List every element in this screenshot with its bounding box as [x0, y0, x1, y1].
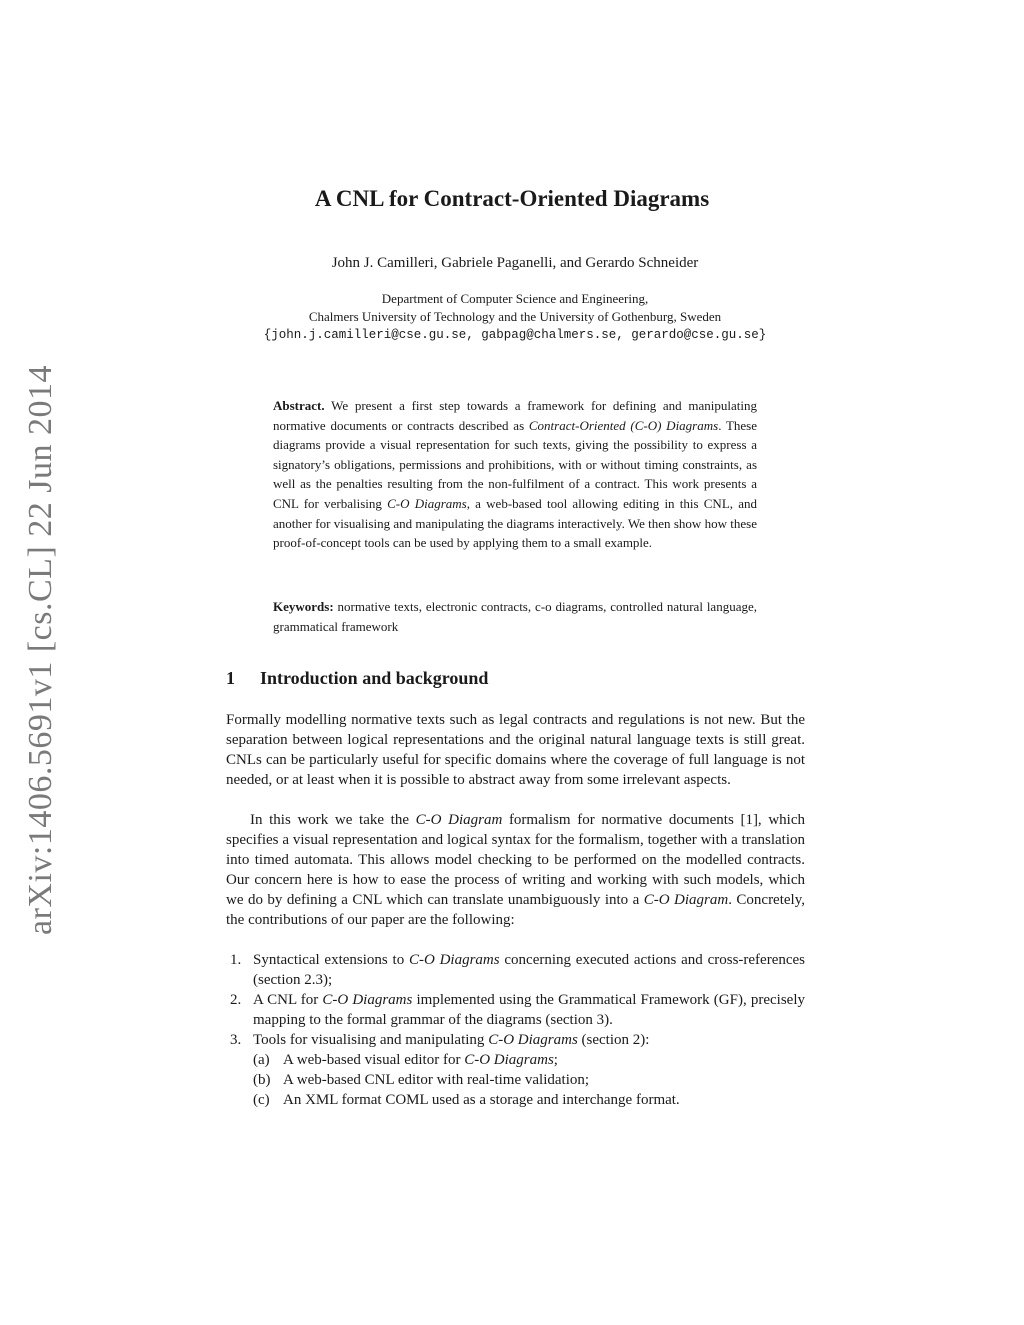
paragraph-2-text-b: formalism for normative documents [1], which specifies a visual representation and logical syntax for the formalism, together with a translation into timed automata. This allows model checking to be performed on the modelled contracts. Our concern here is how to ease the process of writing and working with such models, which we do by defining a CNL which can translate unambiguously into a [226, 812, 805, 908]
list-item-emphasis: C-O Diagrams [322, 992, 413, 1008]
abstract-text-2: . These diagrams provide a visual representation for such texts, giving the possibility to express a signatory’s obligations, permissions and prohibitions, with or without timing constraints, as well as the penalties resulting from the non-fulfilment of a contract. This work presents a CNL for verbalising [273, 417, 758, 511]
paper-title: A CNL for Contract-Oriented Diagrams [314, 186, 710, 211]
list-item-text: Syntactical extensions to [253, 952, 409, 968]
sub-list-item-marker: (c) [253, 1092, 270, 1108]
list-item-text: (section 2): [577, 1032, 650, 1048]
list-item-text: implemented using the Grammatical Framework (GF), precisely mapping to the formal grammar of the diagrams (section 3). [253, 992, 805, 1028]
list-item [226, 990, 805, 1030]
paragraph-2-emphasis-b: C-O Diagram [643, 892, 729, 908]
affiliation-department: Department of Computer Science and Engineering, [381, 291, 649, 306]
paragraph-2 [226, 810, 805, 930]
abstract [273, 396, 757, 553]
list-item-text: A CNL for [253, 992, 323, 1008]
list-item-marker: 1. [230, 952, 242, 968]
abstract-emphasis-2: C-O Diagrams [387, 495, 467, 511]
sub-list-item-text: ; [553, 1052, 558, 1068]
arxiv-identifier-text: arXiv:1406.5691v1 [cs.CL] 22 Jun 2014 [22, 364, 60, 936]
abstract-emphasis-1: Contract-Oriented (C-O) Diagrams [528, 417, 719, 433]
sub-list-item-text: An XML format COML used as a storage and interchange format. [283, 1092, 680, 1108]
affiliation-university: Chalmers University of Technology and the University of Gothenburg, Sweden [308, 309, 722, 324]
sub-list-item-text: A web-based CNL editor with real-time validation; [283, 1072, 590, 1088]
sub-list-item [226, 1070, 805, 1090]
list-item-text: Tools for visualising and manipulating [253, 1032, 489, 1048]
section-heading [226, 668, 488, 689]
author-list: John J. Camilleri, Gabriele Paganelli, and Gerardo Schneider [331, 255, 699, 271]
keywords-text: normative texts, electronic contracts, c-o diagrams, controlled natural language, grammatical framework [273, 599, 757, 634]
list-item-emphasis: C-O Diagrams [408, 952, 500, 968]
sub-list-item-marker: (a) [253, 1052, 270, 1068]
paragraph-2-text-a: In this work we take the [250, 812, 416, 828]
section-number: 1 [226, 668, 235, 688]
author-emails: {john.j.camilleri@cse.gu.se, gabpag@chalmers.se, gerardo@cse.gu.se} [263, 328, 767, 342]
list-item [226, 1030, 805, 1050]
contributions-list [226, 950, 805, 1110]
sub-list-item [226, 1050, 805, 1070]
keywords [273, 597, 757, 636]
sub-list-item-emphasis: C-O Diagrams [464, 1052, 554, 1068]
abstract-text-1: We present a first step towards a framework for defining and manipulating normative documents or contracts described as [273, 398, 757, 433]
paragraph-1: Formally modelling normative texts such as legal contracts and regulations is not new. But the separation between logical representations and the original natural language texts is still great. CNLs can be particularly useful for specific domains where the coverage of full language is not needed, or at least when it is possible to abstract away from some irrelevant aspects. [226, 712, 805, 788]
affiliation-block [0, 290, 1024, 344]
paragraph-2-text-c: . Concretely, the contributions of our paper are the following: [226, 892, 805, 928]
paragraph-2-emphasis-a: C-O Diagram [415, 812, 503, 828]
list-item [226, 950, 805, 990]
list-item-marker: 3. [230, 1032, 242, 1048]
keywords-label: Keywords: [273, 599, 334, 614]
list-item-marker: 2. [230, 992, 242, 1008]
abstract-label: Abstract. [273, 398, 325, 413]
arxiv-identifier-stamp [6, 364, 76, 936]
abstract-text-3: , a web-based tool allowing editing in this CNL, and another for visualising and manipulating the diagrams interactively. We then show how these proof-of-concept tools can be used by applying them to a small example. [273, 495, 757, 551]
list-item-emphasis: C-O Diagrams [488, 1032, 578, 1048]
sub-list-item [226, 1090, 805, 1110]
sub-list-item-marker: (b) [253, 1072, 271, 1088]
sub-list-item-text: A web-based visual editor for [283, 1052, 465, 1068]
section-title: Introduction and background [260, 668, 489, 688]
list-item-text: concerning executed actions and cross-references (section 2.3); [253, 952, 806, 988]
